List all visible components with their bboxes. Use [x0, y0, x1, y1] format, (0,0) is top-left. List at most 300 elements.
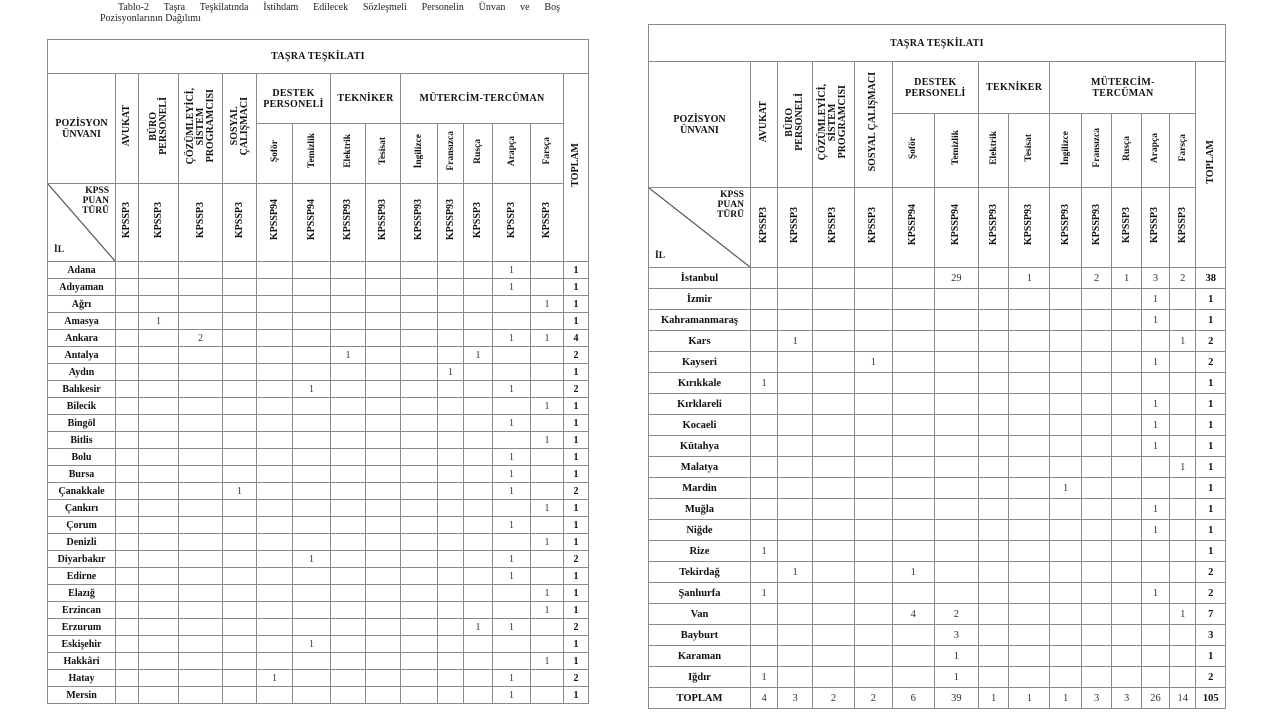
- count-cell: [1112, 583, 1141, 604]
- count-cell: [1050, 604, 1082, 625]
- temizlik-label: Temizlik: [306, 133, 317, 169]
- count-cell: [1141, 478, 1169, 499]
- province-name: Elazığ: [48, 585, 116, 602]
- count-cell: [116, 449, 139, 466]
- count-cell: [293, 534, 331, 551]
- col-toplam: [1196, 62, 1226, 268]
- count-cell: [978, 373, 1008, 394]
- count-cell: [750, 268, 777, 289]
- province-name: Niğde: [649, 520, 751, 541]
- count-cell: [293, 364, 331, 381]
- totals-label: TOPLAM: [649, 688, 751, 709]
- count-cell: [223, 534, 257, 551]
- col-sosyal-calismaci: [854, 62, 892, 188]
- province-name: Şanlıurfa: [649, 583, 751, 604]
- count-cell: [978, 541, 1008, 562]
- count-cell: [139, 636, 179, 653]
- count-cell: 1: [493, 466, 531, 483]
- count-cell: [464, 483, 493, 500]
- row-total-cell: 1: [564, 466, 589, 483]
- table-row: [649, 499, 1226, 520]
- count-cell: [139, 364, 179, 381]
- count-cell: [1112, 457, 1141, 478]
- count-cell: [223, 619, 257, 636]
- row-total-cell: 1: [564, 653, 589, 670]
- col-arapca: [1141, 114, 1169, 188]
- count-cell: [1170, 352, 1196, 373]
- count-cell: [116, 262, 139, 279]
- count-cell: [139, 432, 179, 449]
- table-row: [48, 449, 589, 466]
- cozumleyici-label: ÇÖZÜMLEYİCİ, SİSTEM PROGRAMCISI: [817, 83, 849, 161]
- count-cell: [257, 347, 293, 364]
- count-cell: 1: [1141, 583, 1169, 604]
- count-cell: [139, 466, 179, 483]
- col-temizlik: [934, 114, 978, 188]
- count-cell: [139, 619, 179, 636]
- row-total-cell: 1: [1196, 394, 1226, 415]
- count-cell: [812, 268, 854, 289]
- left-position-table: [47, 39, 589, 704]
- count-cell: 2: [812, 688, 854, 709]
- count-cell: [892, 478, 934, 499]
- count-cell: [750, 604, 777, 625]
- count-cell: [1081, 289, 1111, 310]
- count-cell: [223, 449, 257, 466]
- row-total-cell: 3: [1196, 625, 1226, 646]
- province-name: Mardin: [649, 478, 751, 499]
- row-total-cell: 1: [564, 602, 589, 619]
- count-cell: [223, 279, 257, 296]
- count-cell: [1050, 268, 1082, 289]
- row-total-cell: 1: [564, 262, 589, 279]
- province-name: Erzurum: [48, 619, 116, 636]
- count-cell: [978, 352, 1008, 373]
- position-title-header: [649, 62, 751, 188]
- count-cell: [438, 585, 464, 602]
- count-cell: [778, 289, 813, 310]
- count-cell: [179, 449, 223, 466]
- col-cozumleyici: [179, 74, 223, 184]
- count-cell: 1: [531, 653, 564, 670]
- row-total-cell: 1: [564, 636, 589, 653]
- count-cell: [438, 483, 464, 500]
- row-total-cell: 2: [564, 619, 589, 636]
- count-cell: [116, 381, 139, 398]
- count-cell: [116, 432, 139, 449]
- count-cell: [257, 466, 293, 483]
- count-cell: [257, 398, 293, 415]
- count-cell: [401, 347, 438, 364]
- group-mutercim-tercuman: MÜTERCİM-TERCÜMAN: [401, 74, 564, 124]
- kpss-type-label: KPSSP93: [987, 204, 999, 246]
- count-cell: [812, 667, 854, 688]
- table-row: [48, 670, 589, 687]
- cozumleyici-label: ÇÖZÜMLEYİCİ, SİSTEM PROGRAMCISI: [184, 87, 216, 165]
- count-cell: [812, 625, 854, 646]
- count-cell: [179, 619, 223, 636]
- table-row: [48, 585, 589, 602]
- col-elektrik: [978, 114, 1008, 188]
- count-cell: [366, 636, 401, 653]
- kpss-type-label: KPSSP94: [305, 199, 317, 241]
- count-cell: [179, 653, 223, 670]
- count-cell: [331, 432, 366, 449]
- count-cell: [1009, 373, 1050, 394]
- count-cell: [438, 602, 464, 619]
- count-cell: [1050, 331, 1082, 352]
- kpss-type-cell: [401, 184, 438, 262]
- count-cell: [401, 279, 438, 296]
- count-cell: [812, 373, 854, 394]
- row-total-cell: 2: [564, 483, 589, 500]
- province-name: Adıyaman: [48, 279, 116, 296]
- kpss-type-cell: [293, 184, 331, 262]
- count-cell: [366, 296, 401, 313]
- count-cell: [464, 568, 493, 585]
- count-cell: 1: [1141, 394, 1169, 415]
- province-name: Kayseri: [649, 352, 751, 373]
- count-cell: [139, 279, 179, 296]
- count-cell: [139, 262, 179, 279]
- count-cell: [366, 279, 401, 296]
- sofor-label: Şoför: [908, 136, 919, 160]
- count-cell: [1081, 415, 1111, 436]
- count-cell: [1009, 457, 1050, 478]
- count-cell: [778, 625, 813, 646]
- row-total-cell: 1: [564, 313, 589, 330]
- table-row: [649, 436, 1226, 457]
- kpss-type-cell: [1170, 188, 1196, 268]
- count-cell: [116, 500, 139, 517]
- kpss-type-label: KPSSP3: [121, 201, 132, 239]
- count-cell: [854, 415, 892, 436]
- count-cell: [257, 415, 293, 432]
- province-name: Bayburt: [649, 625, 751, 646]
- count-cell: [116, 415, 139, 432]
- count-cell: [366, 415, 401, 432]
- count-cell: [531, 449, 564, 466]
- count-cell: [1141, 646, 1169, 667]
- count-cell: [257, 330, 293, 347]
- count-cell: [1112, 667, 1141, 688]
- count-cell: [493, 636, 531, 653]
- count-cell: [812, 289, 854, 310]
- province-name: Kars: [649, 331, 751, 352]
- count-cell: [331, 262, 366, 279]
- count-cell: [1112, 646, 1141, 667]
- kpss-type-cell: [139, 184, 179, 262]
- count-cell: 1: [531, 398, 564, 415]
- count-cell: [812, 562, 854, 583]
- count-cell: [179, 517, 223, 534]
- count-cell: [1009, 583, 1050, 604]
- count-cell: [401, 466, 438, 483]
- province-name: İzmir: [649, 289, 751, 310]
- count-cell: 1: [1141, 499, 1169, 520]
- count-cell: [331, 330, 366, 347]
- count-cell: [116, 330, 139, 347]
- count-cell: [438, 619, 464, 636]
- count-cell: [366, 517, 401, 534]
- province-name: Balıkesir: [48, 381, 116, 398]
- count-cell: [892, 415, 934, 436]
- count-cell: 3: [934, 625, 978, 646]
- count-cell: [366, 551, 401, 568]
- count-cell: [978, 457, 1008, 478]
- count-cell: [293, 313, 331, 330]
- kpss-type-cell: [1081, 188, 1111, 268]
- count-cell: [1009, 562, 1050, 583]
- count-cell: [531, 483, 564, 500]
- province-name: Bursa: [48, 466, 116, 483]
- il-label: İL: [54, 245, 65, 255]
- farsca-label: Farsça: [542, 137, 552, 165]
- group-mutercim-tercuman: MÜTERCİM- TERCÜMAN: [1050, 62, 1196, 114]
- il-label: İL: [655, 251, 666, 261]
- count-cell: [854, 520, 892, 541]
- count-cell: [438, 449, 464, 466]
- count-cell: [934, 583, 978, 604]
- count-cell: [139, 483, 179, 500]
- count-cell: [1170, 478, 1196, 499]
- kpss-type-label: KPSSP93: [444, 199, 456, 241]
- count-cell: 1: [1141, 352, 1169, 373]
- count-cell: [293, 687, 331, 704]
- count-cell: [812, 415, 854, 436]
- table-caption: [100, 2, 560, 24]
- count-cell: [223, 585, 257, 602]
- count-cell: [223, 670, 257, 687]
- count-cell: [223, 466, 257, 483]
- count-cell: [401, 432, 438, 449]
- count-cell: [1009, 604, 1050, 625]
- count-cell: [257, 517, 293, 534]
- table-row: [48, 602, 589, 619]
- count-cell: [293, 585, 331, 602]
- count-cell: [493, 653, 531, 670]
- count-cell: [179, 687, 223, 704]
- count-cell: 1: [750, 373, 777, 394]
- count-cell: [1009, 436, 1050, 457]
- count-cell: [139, 670, 179, 687]
- count-cell: [179, 483, 223, 500]
- count-cell: [293, 517, 331, 534]
- province-name: Van: [649, 604, 751, 625]
- count-cell: [934, 373, 978, 394]
- count-cell: 1: [493, 279, 531, 296]
- count-cell: [1081, 646, 1111, 667]
- count-cell: [531, 551, 564, 568]
- row-total-cell: 105: [1196, 688, 1226, 709]
- count-cell: 1: [493, 483, 531, 500]
- count-cell: 1: [493, 415, 531, 432]
- row-total-cell: 1: [564, 415, 589, 432]
- count-cell: [531, 619, 564, 636]
- col-sosyal-calismaci: [223, 74, 257, 184]
- province-name: Edirne: [48, 568, 116, 585]
- row-total-cell: 2: [564, 551, 589, 568]
- kpss-type-cell: [978, 188, 1008, 268]
- count-cell: [1081, 373, 1111, 394]
- avukat-label: AVUKAT: [121, 105, 132, 147]
- count-cell: [257, 381, 293, 398]
- count-cell: [750, 478, 777, 499]
- count-cell: [257, 279, 293, 296]
- count-cell: 1: [1141, 310, 1169, 331]
- right-position-table: [648, 24, 1226, 709]
- count-cell: 3: [1112, 688, 1141, 709]
- count-cell: [293, 483, 331, 500]
- count-cell: [116, 313, 139, 330]
- count-cell: [331, 364, 366, 381]
- count-cell: [257, 636, 293, 653]
- row-total-cell: 1: [564, 364, 589, 381]
- count-cell: [1081, 541, 1111, 562]
- count-cell: 1: [1050, 478, 1082, 499]
- count-cell: [854, 625, 892, 646]
- count-cell: [331, 551, 366, 568]
- count-cell: [366, 534, 401, 551]
- count-cell: [257, 313, 293, 330]
- count-cell: [438, 432, 464, 449]
- province-name: Çankırı: [48, 500, 116, 517]
- count-cell: 1: [778, 331, 813, 352]
- count-cell: [1081, 394, 1111, 415]
- count-cell: [1050, 520, 1082, 541]
- table-row: [48, 568, 589, 585]
- province-name: Kırklareli: [649, 394, 751, 415]
- count-cell: [223, 602, 257, 619]
- count-cell: [978, 331, 1008, 352]
- count-cell: [1170, 562, 1196, 583]
- count-cell: [438, 636, 464, 653]
- count-cell: 1: [493, 619, 531, 636]
- count-cell: [179, 636, 223, 653]
- count-cell: [464, 330, 493, 347]
- count-cell: [493, 534, 531, 551]
- count-cell: [978, 583, 1008, 604]
- count-cell: [257, 619, 293, 636]
- count-cell: [223, 653, 257, 670]
- kpss-type-label: KPSSP94: [907, 204, 919, 246]
- count-cell: [401, 568, 438, 585]
- province-name: Kocaeli: [649, 415, 751, 436]
- count-cell: 1: [493, 381, 531, 398]
- count-cell: [331, 653, 366, 670]
- count-cell: [778, 394, 813, 415]
- count-cell: [1112, 331, 1141, 352]
- count-cell: [139, 398, 179, 415]
- count-cell: [331, 585, 366, 602]
- count-cell: [464, 517, 493, 534]
- count-cell: [1081, 499, 1111, 520]
- province-name: Mersin: [48, 687, 116, 704]
- count-cell: [438, 670, 464, 687]
- count-cell: [401, 364, 438, 381]
- count-cell: 1: [257, 670, 293, 687]
- count-cell: [1050, 646, 1082, 667]
- count-cell: [401, 551, 438, 568]
- count-cell: [293, 415, 331, 432]
- fransizca-label: Fransızca: [1091, 128, 1102, 168]
- count-cell: [750, 562, 777, 583]
- count-cell: [812, 583, 854, 604]
- count-cell: 1: [531, 534, 564, 551]
- sosyal-label: SOSYAL ÇALIŞMACI: [228, 96, 250, 156]
- count-cell: [493, 398, 531, 415]
- row-total-cell: 1: [564, 449, 589, 466]
- count-cell: [464, 296, 493, 313]
- count-cell: [293, 398, 331, 415]
- col-farsca: [531, 124, 564, 184]
- count-cell: [934, 478, 978, 499]
- province-name: Bingöl: [48, 415, 116, 432]
- count-cell: [778, 604, 813, 625]
- count-cell: [293, 653, 331, 670]
- province-name: İstanbul: [649, 268, 751, 289]
- count-cell: [293, 330, 331, 347]
- count-cell: [223, 568, 257, 585]
- count-cell: [750, 394, 777, 415]
- ingilizce-label: İngilizce: [414, 133, 424, 169]
- province-name: Kırıkkale: [649, 373, 751, 394]
- col-rusca: [464, 124, 493, 184]
- count-cell: [293, 432, 331, 449]
- row-total-cell: 1: [1196, 541, 1226, 562]
- count-cell: 1: [934, 646, 978, 667]
- count-cell: [116, 279, 139, 296]
- count-cell: [464, 398, 493, 415]
- count-cell: [493, 364, 531, 381]
- count-cell: [293, 347, 331, 364]
- count-cell: 6: [892, 688, 934, 709]
- province-name: Adana: [48, 262, 116, 279]
- count-cell: [401, 517, 438, 534]
- count-cell: 1: [1141, 436, 1169, 457]
- count-cell: [116, 483, 139, 500]
- count-cell: [464, 381, 493, 398]
- count-cell: [116, 670, 139, 687]
- count-cell: [812, 646, 854, 667]
- count-cell: 1: [139, 313, 179, 330]
- col-tesisat: [1009, 114, 1050, 188]
- count-cell: [892, 541, 934, 562]
- province-name: Aydın: [48, 364, 116, 381]
- count-cell: [778, 583, 813, 604]
- count-cell: [1170, 415, 1196, 436]
- count-cell: [331, 619, 366, 636]
- count-cell: [1050, 562, 1082, 583]
- toplam-label: TOPLAM: [570, 143, 582, 187]
- count-cell: [331, 687, 366, 704]
- count-cell: [331, 568, 366, 585]
- count-cell: [531, 415, 564, 432]
- count-cell: 1: [531, 500, 564, 517]
- count-cell: [139, 687, 179, 704]
- kpss-type-cell: [750, 188, 777, 268]
- count-cell: 14: [1170, 688, 1196, 709]
- count-cell: 1: [750, 583, 777, 604]
- count-cell: [812, 520, 854, 541]
- count-cell: [438, 568, 464, 585]
- count-cell: [892, 331, 934, 352]
- count-cell: [778, 646, 813, 667]
- count-cell: [401, 296, 438, 313]
- count-cell: [179, 398, 223, 415]
- count-cell: [438, 687, 464, 704]
- count-cell: [438, 466, 464, 483]
